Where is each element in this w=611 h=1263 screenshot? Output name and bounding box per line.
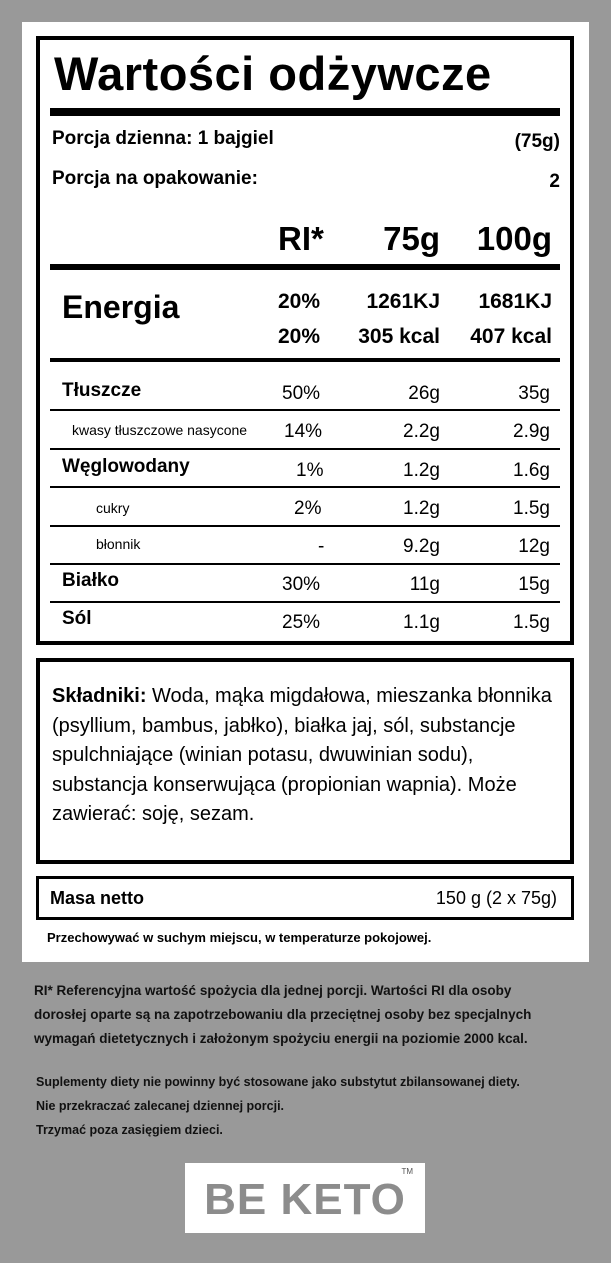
energy-kcal-ri: 20% (278, 325, 321, 348)
ri-note-line: wymagań dietetycznych i założonym spożyciu energii na poziomie 2000 kcal. (34, 1031, 528, 1046)
row-ri: 30% (282, 574, 321, 595)
ingredients-box (36, 658, 574, 864)
per-pack-value: 2 (549, 171, 560, 192)
row-100g: 1.5g (513, 498, 550, 519)
row-label: cukry (96, 500, 130, 516)
row-divider (50, 601, 560, 603)
col-header-75g: 75g (383, 220, 440, 257)
row-label: Tłuszcze (62, 380, 142, 401)
warning-line: Nie przekraczać zalecanej dziennej porcji. (36, 1099, 285, 1113)
row-75g: 2.2g (403, 421, 440, 442)
row-100g: 2.9g (513, 421, 550, 442)
row-divider (50, 563, 560, 565)
title-divider (50, 108, 560, 116)
ri-note-line: dorosłej oparte są na zapotrzebowaniu dla przeciętnej osoby bez specjalnych (34, 1007, 532, 1022)
row-divider (50, 448, 560, 450)
trademark-mark: TM (401, 1167, 413, 1176)
row-75g: 1.2g (403, 498, 440, 519)
col-header-ri: RI* (278, 220, 324, 257)
row-100g: 15g (518, 574, 550, 595)
row-100g: 12g (518, 536, 550, 557)
energy-kj-75g: 1261KJ (366, 290, 440, 313)
row-75g: 11g (409, 574, 440, 595)
energy-divider (50, 358, 560, 362)
ingredients-label: Składniki: (52, 685, 147, 707)
warning-line: Suplementy diety nie powinny być stosowane jako substytut zbilansowanej diety. (36, 1075, 520, 1089)
energy-kj-100g: 1681KJ (478, 290, 552, 313)
warnings (36, 1070, 520, 1142)
row-75g: 1.2g (403, 460, 440, 481)
net-weight-box (36, 876, 574, 920)
col-header-100g: 100g (476, 220, 552, 257)
row-divider (50, 409, 560, 411)
row-75g: 1.1g (403, 612, 440, 633)
serving-value: (75g) (514, 131, 560, 152)
row-label: kwasy tłuszczowe nasycone (72, 422, 248, 438)
energy-kj-ri: 20% (278, 290, 321, 313)
energy-label: Energia (62, 289, 180, 325)
ingredients-text (52, 682, 562, 830)
ingredients-list: Woda, mąka migdałowa, mieszanka błonnika (psyllium, bambus, jabłko), białka jaj, sól, substancje spulchniające (winian potasu, dwuwinian sodu), substancja konserwująca (propionian wapnia). Może zawierać: soję, sezam. (52, 685, 552, 825)
row-label: Białko (62, 570, 120, 591)
nutrition-title: Wartości odżywcze (54, 47, 492, 100)
row-divider (50, 486, 560, 488)
storage-note: Przechowywać w suchym miejscu, w temperaturze pokojowej. (47, 930, 432, 945)
row-100g: 1.6g (513, 460, 550, 481)
row-75g: 9.2g (403, 536, 440, 557)
per-pack-label: Porcja na opakowanie: (52, 168, 258, 189)
net-weight-label: Masa netto (50, 888, 145, 908)
ri-note-line: RI* Referencyjna wartość spożycia dla jednej porcji. Wartości RI dla osoby (34, 983, 512, 998)
energy-kcal-100g: 407 kcal (470, 325, 552, 348)
nutrition-table (36, 36, 574, 645)
row-ri: - (318, 536, 325, 557)
brand-logo (185, 1163, 425, 1233)
row-ri: 14% (284, 421, 323, 442)
row-75g: 26g (408, 383, 440, 404)
row-label: Sól (62, 608, 92, 629)
net-weight-value: 150 g (2 x 75g) (435, 888, 557, 908)
row-label: Węglowodany (62, 456, 190, 477)
brand-logo-text: BE KETO (204, 1175, 406, 1224)
row-divider (50, 525, 560, 527)
ri-note (34, 979, 531, 1051)
row-ri: 25% (282, 612, 321, 633)
row-ri: 50% (282, 383, 321, 404)
energy-kcal-75g: 305 kcal (358, 325, 440, 348)
header-divider (50, 264, 560, 270)
row-100g: 35g (518, 383, 550, 404)
row-ri: 2% (294, 498, 322, 519)
serving-label: Porcja dzienna: 1 bajgiel (52, 128, 274, 149)
row-100g: 1.5g (513, 612, 550, 633)
row-ri: 1% (296, 460, 324, 481)
warning-line: Trzymać poza zasięgiem dzieci. (36, 1123, 223, 1137)
row-label: błonnik (96, 536, 141, 552)
